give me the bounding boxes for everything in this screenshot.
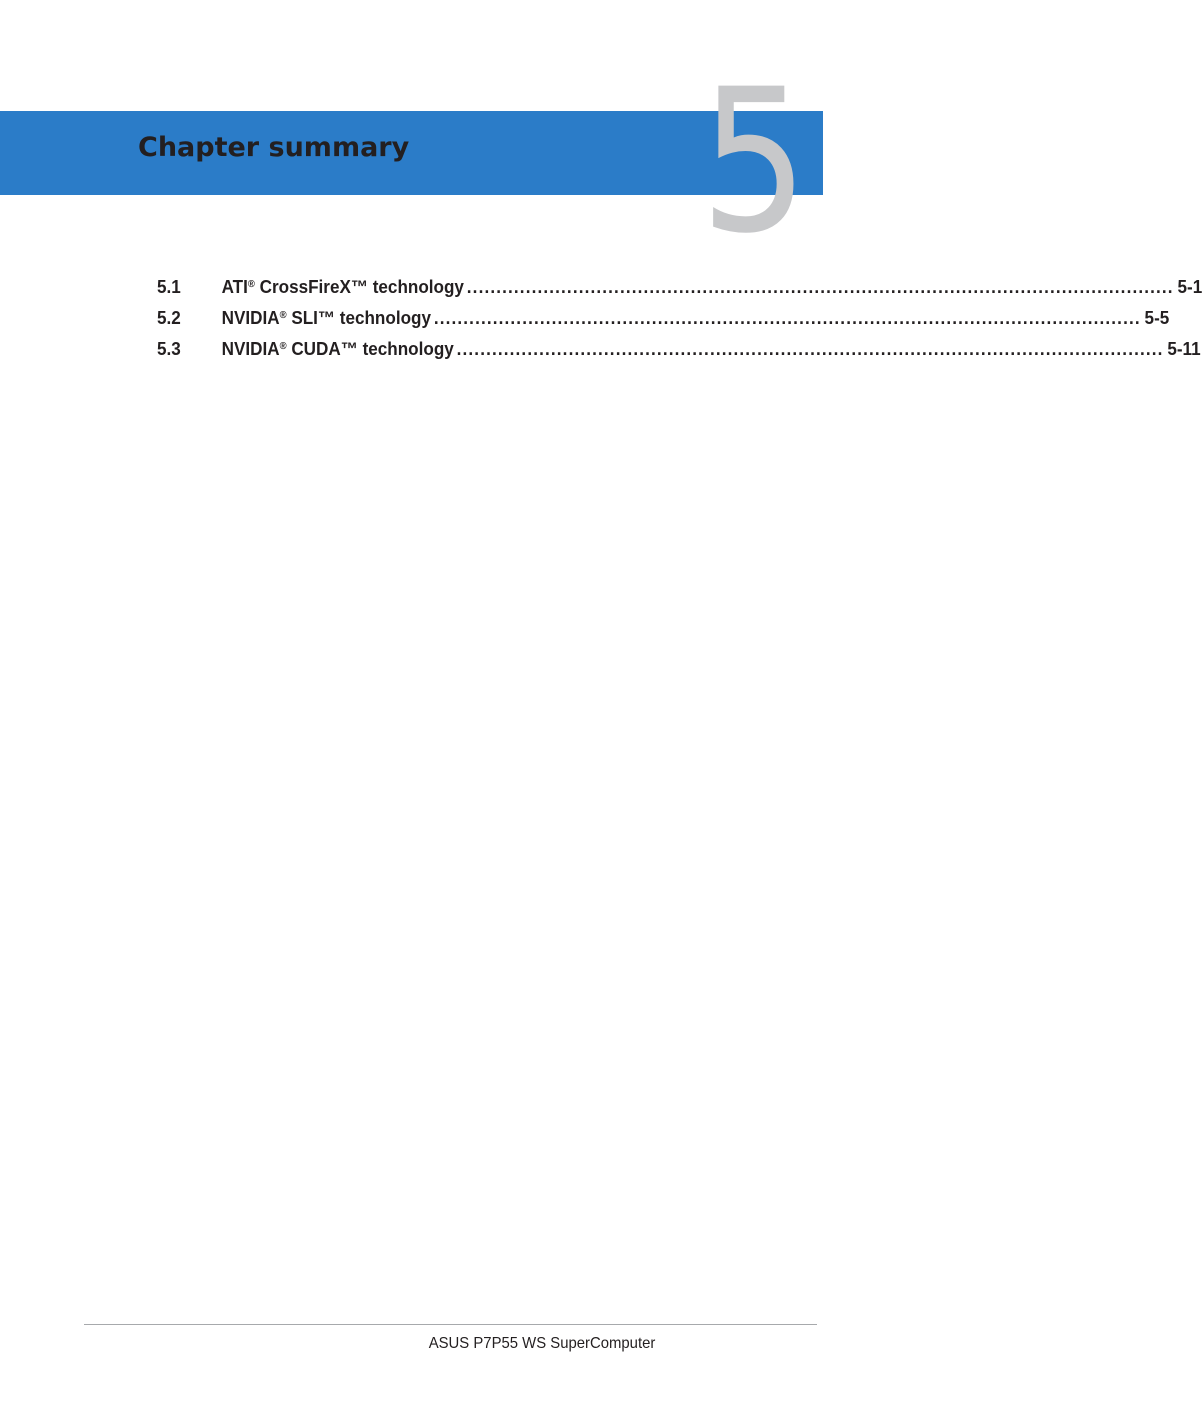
- toc-entry-page: 5-11: [1167, 339, 1201, 359]
- toc-leader-dots: ........................................................................................................................: [466, 277, 1174, 297]
- toc-entry-number: 5.3: [157, 339, 181, 359]
- table-of-contents: [157, 277, 1202, 370]
- registered-mark: ®: [279, 341, 287, 352]
- toc-entry-title: NVIDIA® CUDA™ technology: [221, 339, 454, 359]
- footer-title: ASUS P7P55 WS SuperComputer: [428, 1335, 656, 1352]
- footer-divider: [84, 1324, 817, 1325]
- toc-entry-page: 5-1: [1177, 277, 1202, 297]
- toc-entry-5-1[interactable]: [157, 277, 1202, 308]
- chapter-title: Chapter summary: [138, 132, 410, 163]
- toc-entry-title: NVIDIA® SLI™ technology: [221, 308, 431, 328]
- toc-entry-number: 5.1: [157, 277, 181, 297]
- toc-entry-page: 5-5: [1144, 308, 1170, 328]
- toc-entry-number: 5.2: [157, 308, 181, 328]
- toc-leader-dots: ........................................................................................................................: [433, 308, 1141, 328]
- toc-leader-dots: ........................................................................................................................: [456, 339, 1164, 359]
- chapter-number: 5: [700, 46, 809, 277]
- toc-entry-title: ATI® CrossFireX™ technology: [221, 277, 464, 297]
- toc-entry-5-3[interactable]: [157, 339, 1201, 370]
- registered-mark: ®: [247, 279, 255, 290]
- toc-entry-5-2[interactable]: [157, 308, 1170, 339]
- registered-mark: ®: [279, 310, 287, 321]
